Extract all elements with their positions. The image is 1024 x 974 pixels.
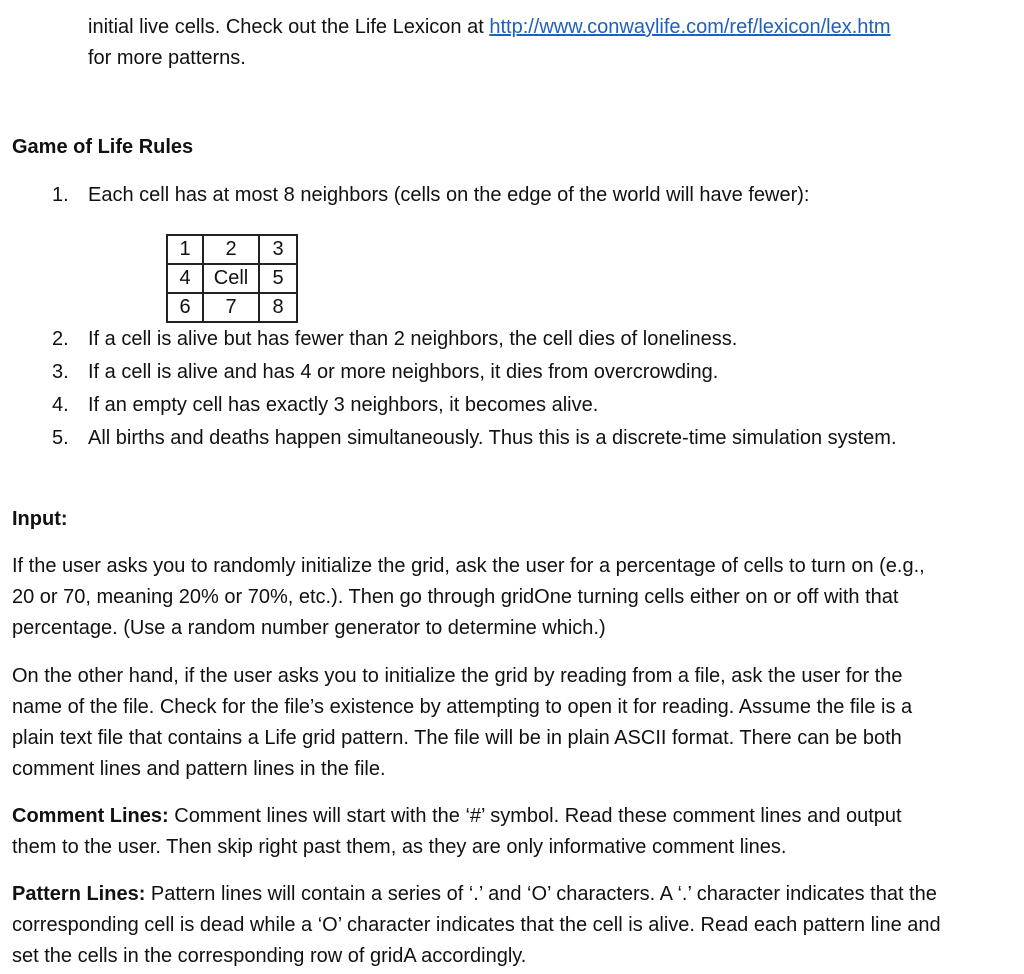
pattern-lines-line-3: set the cells in the corresponding row of gridA accordingly. <box>12 945 527 967</box>
rule-text: Each cell has at most 8 neighbors (cells on the edge of the world will have fewer): <box>88 184 810 206</box>
paragraph-line: If the user asks you to randomly initialize the grid, ask the user for a percentage of cells to turn on (e.g., <box>12 555 925 577</box>
comment-lines-line-2: them to the user. Then skip right past them, as they are only informative comment lines. <box>12 836 787 858</box>
rule-item-1 <box>52 182 809 208</box>
pattern-lines-label: Pattern Lines: <box>12 883 146 905</box>
rule-text: If an empty cell has exactly 3 neighbors, it becomes alive. <box>88 394 599 416</box>
intro-text: initial live cells. Check out the Life Lexicon at <box>88 16 490 38</box>
rule-text: All births and deaths happen simultaneously. Thus this is a discrete-time simulation system. <box>88 427 897 449</box>
grid-cell: 1 <box>167 235 203 264</box>
rule-number: 4. <box>52 394 69 416</box>
grid-cell: 8 <box>259 293 297 322</box>
neighbor-grid <box>166 234 298 323</box>
rule-item-5 <box>52 425 897 451</box>
pattern-lines-line-2: corresponding cell is dead while a ‘O’ character indicates that the cell is alive. Read each pattern line and <box>12 914 941 936</box>
input-heading: Input: <box>12 508 68 530</box>
pattern-lines-text: Pattern lines will contain a series of ‘.’ and ‘O’ characters. A ‘.’ character indicates that the <box>145 883 937 905</box>
rule-text: If a cell is alive and has 4 or more neighbors, it dies from overcrowding. <box>88 361 719 383</box>
grid-cell: 5 <box>259 264 297 293</box>
grid-cell: 2 <box>203 235 259 264</box>
rule-item-2 <box>52 326 737 352</box>
paragraph-line: comment lines and pattern lines in the file. <box>12 758 386 780</box>
intro-line-1 <box>88 14 891 40</box>
intro-line-2: for more patterns. <box>88 47 246 69</box>
grid-row <box>167 235 297 264</box>
comment-lines-text: Comment lines will start with the ‘#’ symbol. Read these comment lines and output <box>168 805 902 827</box>
paragraph-line: 20 or 70, meaning 20% or 70%, etc.). Then go through gridOne turning cells either on or off with that <box>12 586 899 608</box>
paragraph-line: percentage. (Use a random number generator to determine which.) <box>12 617 606 639</box>
grid-cell: 3 <box>259 235 297 264</box>
paragraph-line: name of the file. Check for the file’s existence by attempting to open it for reading. Assume the file is a <box>12 696 913 718</box>
pattern-lines-line-1 <box>12 881 937 907</box>
rule-number: 2. <box>52 328 69 350</box>
rule-text: If a cell is alive but has fewer than 2 neighbors, the cell dies of loneliness. <box>88 328 738 350</box>
rules-heading: Game of Life Rules <box>12 136 194 158</box>
comment-lines-line-1 <box>12 803 902 829</box>
grid-cell-center: Cell <box>203 264 259 293</box>
rule-number: 1. <box>52 184 69 206</box>
grid-cell: 7 <box>203 293 259 322</box>
grid-cell: 6 <box>167 293 203 322</box>
paragraph-line: On the other hand, if the user asks you to initialize the grid by reading from a file, ask the user for the <box>12 665 903 687</box>
grid-row <box>167 293 297 322</box>
lexicon-link[interactable]: http://www.conwaylife.com/ref/lexicon/lex.htm <box>489 16 891 38</box>
paragraph-line: plain text file that contains a Life grid pattern. The file will be in plain ASCII format. There can be both <box>12 727 902 749</box>
grid-row <box>167 264 297 293</box>
rule-number: 3. <box>52 361 69 383</box>
grid-cell: 4 <box>167 264 203 293</box>
rule-item-4 <box>52 392 598 418</box>
rule-number: 5. <box>52 427 69 449</box>
rule-item-3 <box>52 359 718 385</box>
comment-lines-label: Comment Lines: <box>12 805 169 827</box>
